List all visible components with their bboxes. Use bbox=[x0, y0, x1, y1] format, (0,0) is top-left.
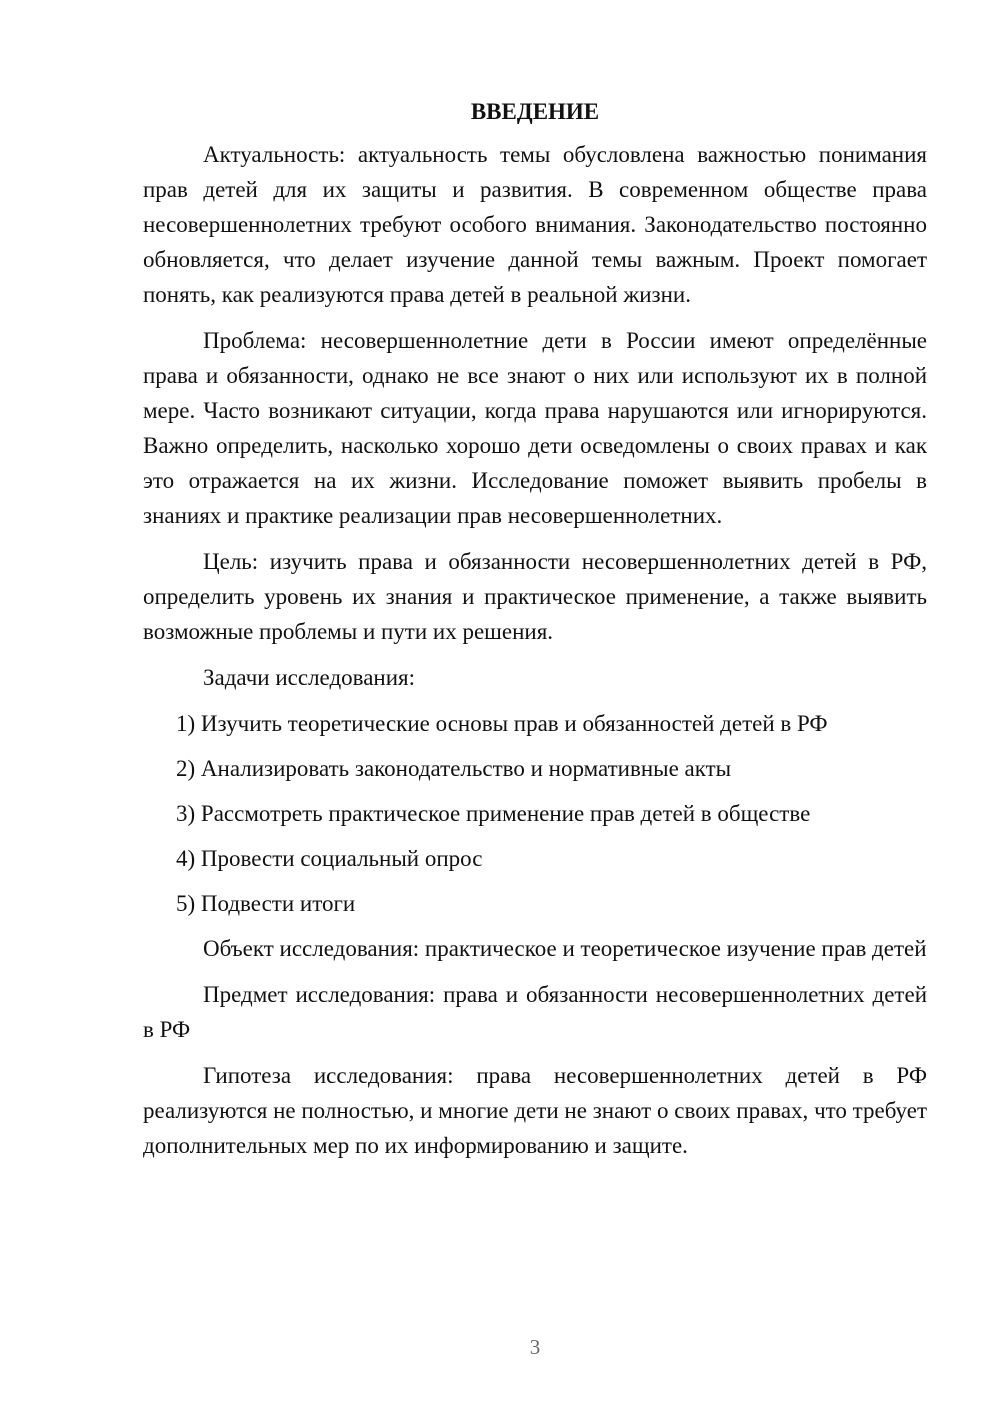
page-number: 3 bbox=[529, 1335, 541, 1359]
paragraph-problem: Проблема: несовершеннолетние дети в России имеют определённые права и обязанности, однако не все знают о них или используют их в полной мере. Часто возникают ситуации, когда права нарушаются или игнорируются. Важно определить, насколько хорошо дети осведомлены о своих правах и как это отражается на их жизни. Исследование поможет выявить пробелы в знаниях и практике реализации прав несовершеннолетних. bbox=[143, 328, 927, 528]
task-item-2: 2) Анализировать законодательство и нормативные акты bbox=[176, 756, 732, 781]
paragraph-hypothesis: Гипотеза исследования: права несовершеннолетних детей в РФ реализуются не полностью, и многие дети не знают о своих правах, что требует дополнительных мер по их информированию и защите. bbox=[143, 1063, 927, 1158]
paragraph-subject: Предмет исследования: права и обязанности несовершеннолетних детей в РФ bbox=[143, 982, 927, 1042]
paragraph-object: Объект исследования: практическое и теоретическое изучение прав детей bbox=[203, 936, 927, 961]
task-item-5: 5) Подвести итоги bbox=[176, 891, 356, 916]
task-item-3: 3) Рассмотреть практическое применение прав детей в обществе bbox=[176, 801, 811, 826]
page-content bbox=[143, 94, 927, 1174]
tasks-title: Задачи исследования: bbox=[203, 665, 416, 690]
task-item-4: 4) Провести социальный опрос bbox=[176, 846, 483, 871]
tasks-list bbox=[143, 706, 927, 921]
paragraph-relevance: Актуальность: актуальность темы обусловлена важностью понимания прав детей для их защиты и развития. В современном обществе права несовершеннолетних требуют особого внимания. Законодательство постоянно обновляется, что делает изучение данной темы важным. Проект помогает понять, как реализуются права детей в реальной жизни. bbox=[143, 142, 927, 307]
paragraph-goal: Цель: изучить права и обязанности несовершеннолетних детей в РФ, определить уровень их знания и практическое применение, а также выявить возможные проблемы и пути их решения. bbox=[143, 549, 927, 644]
section-heading: ВВЕДЕНИЕ bbox=[470, 99, 600, 124]
task-item-1: 1) Изучить теоретические основы прав и обязанностей детей в РФ bbox=[176, 711, 828, 736]
